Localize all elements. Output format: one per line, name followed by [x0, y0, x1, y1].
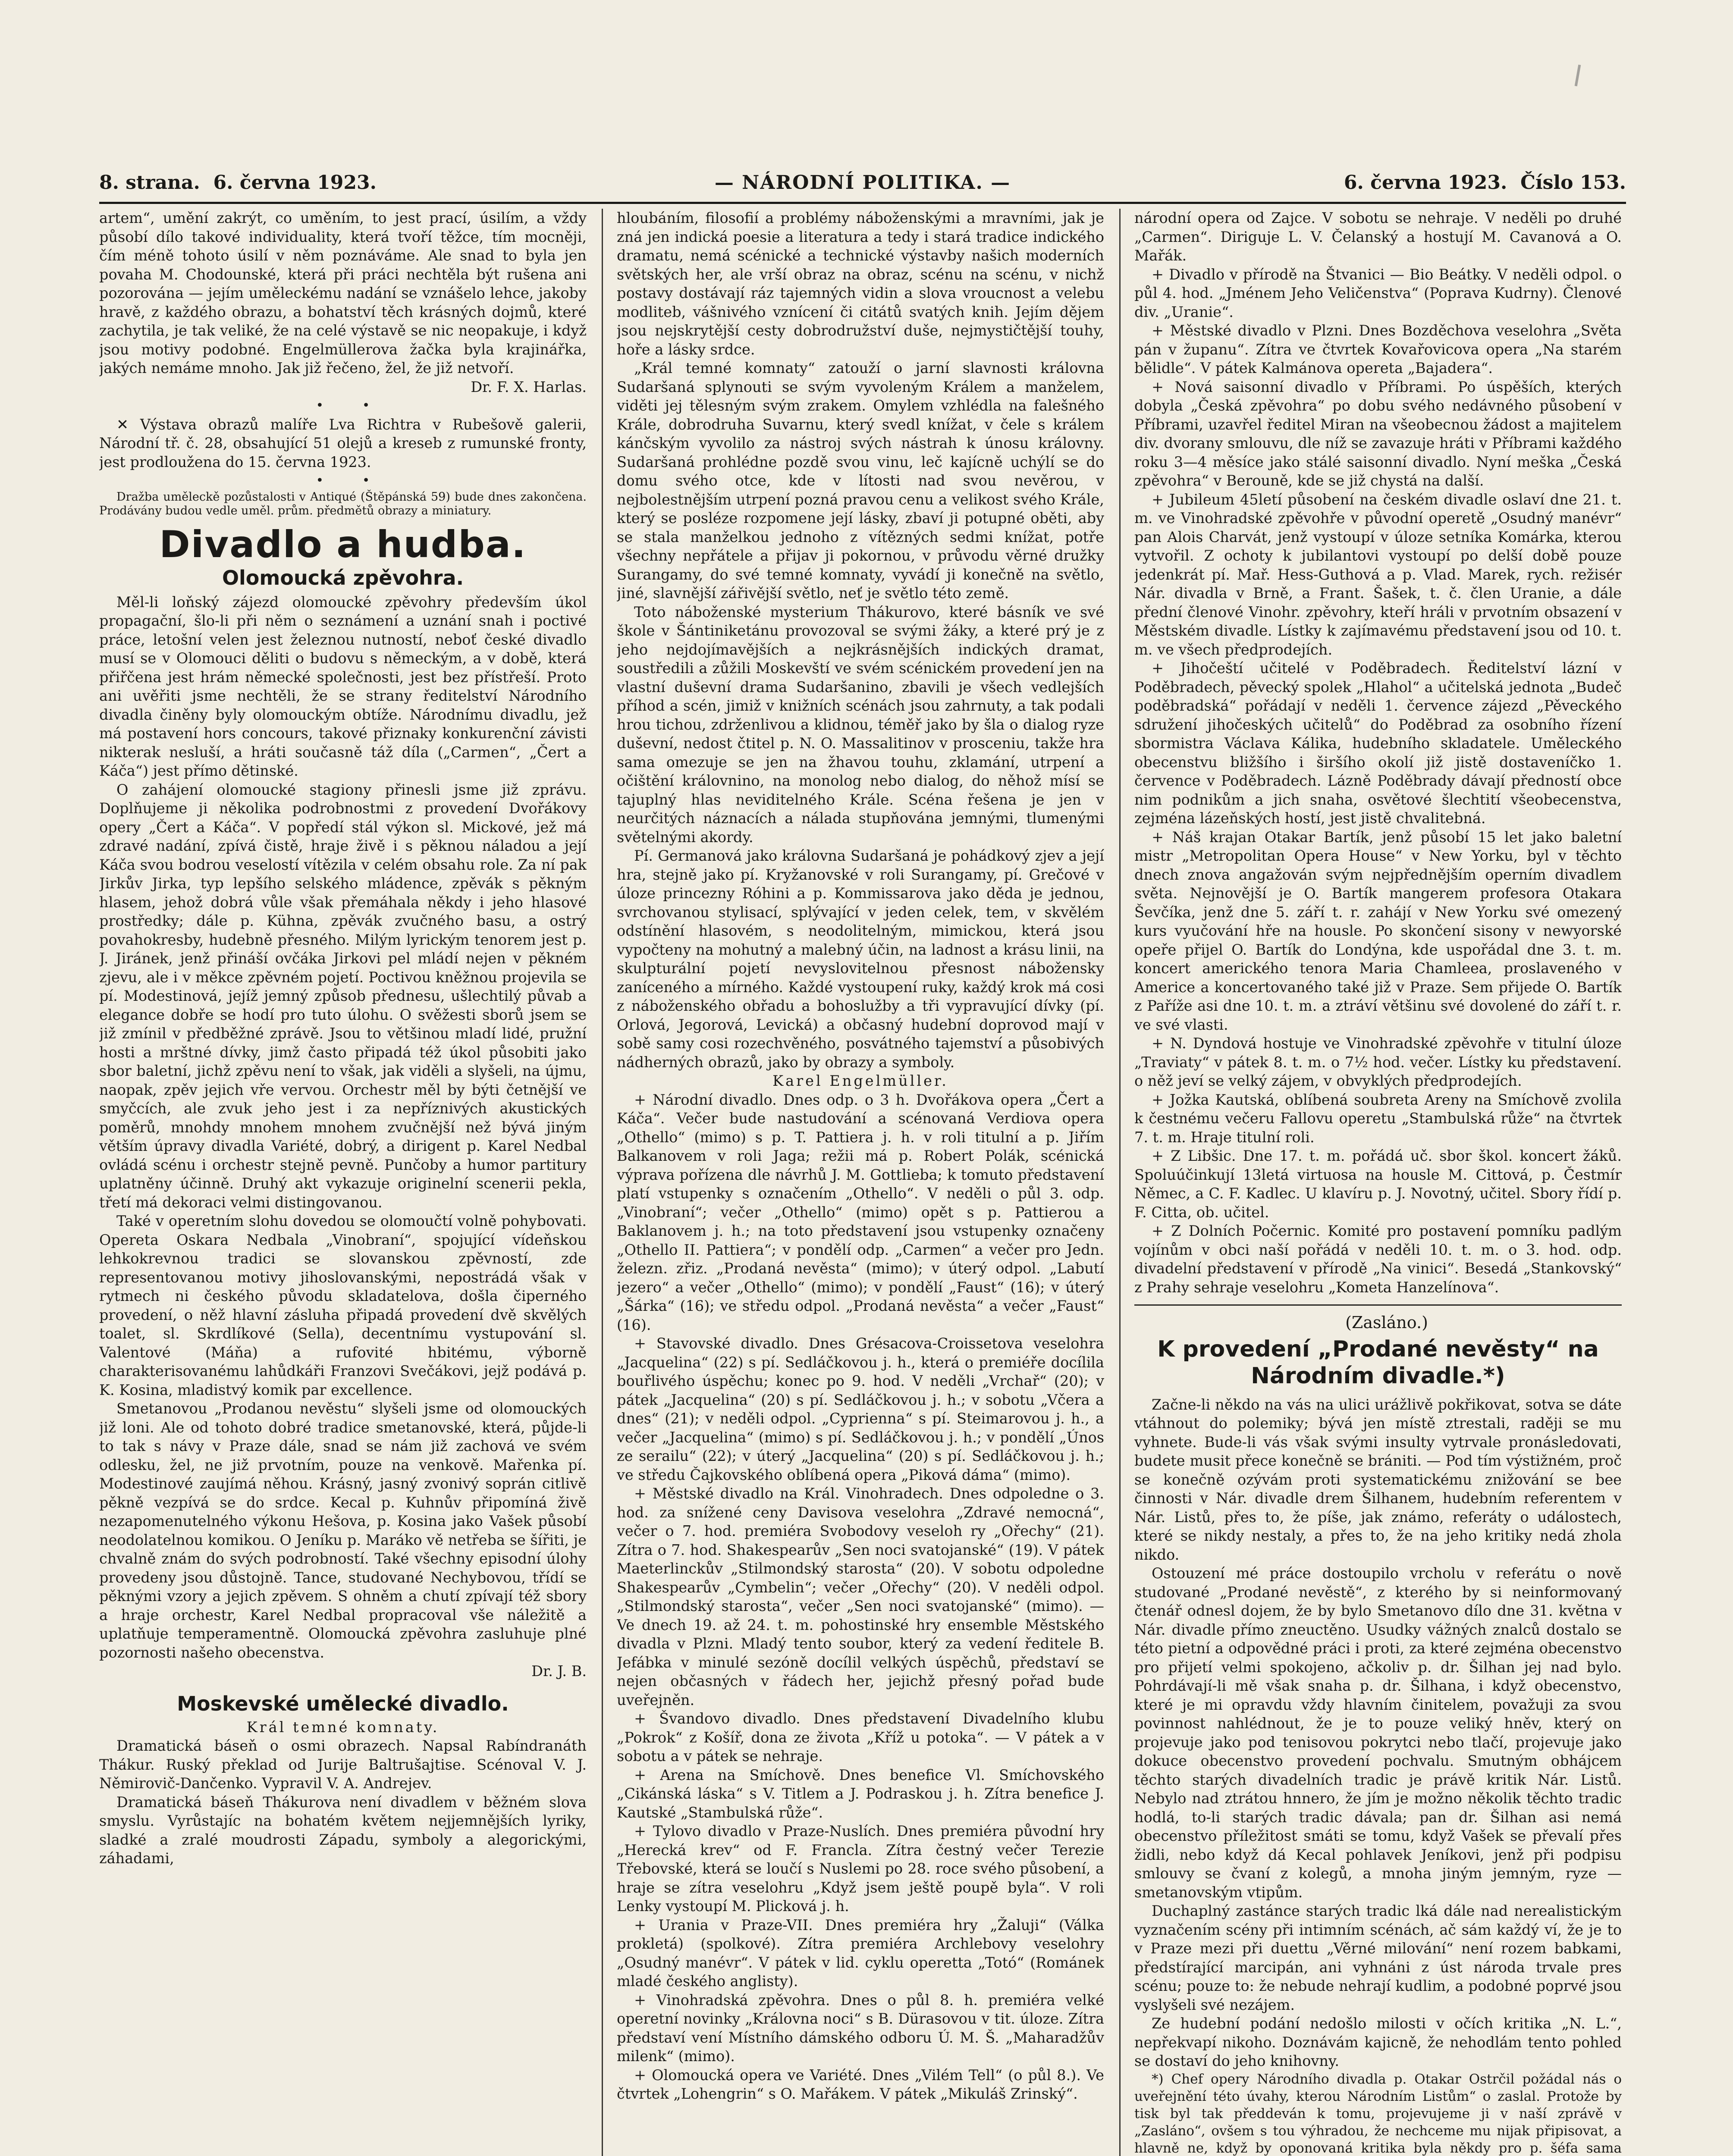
- article-signature: Karel Engelmüller.: [772, 1072, 948, 1089]
- theatre-notice: + Národní divadlo. Dnes odp. o 3 h. Dvořákova opera „Čert a Káča“. Večer bude nastudování a scénovaná Verdiova opera „Othello“ (mimo) s p. T. Pattiera j. h. v roli titulní a p. Jiřím Balkanovem v roli Jaga; režii má p. Robert Polák, scénická výprava pořízena dle návrhů J. M. Gottlieba; k tomuto představení platí vstupenky s označením „Othello“. V neděli o půl 3. odp. „Vinobraní“; večer „Othello“ (mimo) opět s p. Pattierou a Baklanovem j. h.; na toto představení jsou vstupenky označeny „Othello II. Pattiera“; v pondělí odp. „Carmen“ a večer pro Jedn. železn. zřiz. „Prodaná nevěsta“ (mimo); v úterý odpol. „Labutí jezero“ a večer „Othello“ (mimo); v pondělí „Faust“ (16); v úterý „Šárka“ (16); ve středu odpol. „Prodaná nevěsta“ a večer „Faust“ (16).: [617, 1091, 1104, 1333]
- article-paragraph: hloubáním, filosofií a problémy náboženskými a mravními, jak je zná jen indická poesie a literatura a tedy i stará tradice indického dramatu, nemá scénické a technické výstavby našich moderních světských her, ale vrší obraz na obraz, scénu na scénu, v nichž postavy dostávají ráz tajemných vidin a slova vroucnost a velebu modliteb, vášnivého vznícení či citátů svatých knih. Jejím dějem jsou nejskrytější cesty dobrodružství duše, nejmystičtější touhy, hoře a lásky srdce.: [617, 210, 1104, 358]
- theatre-notice: + Městské divadlo na Král. Vinohradech. Dnes odpoledne o 3. hod. za snížené ceny Davisova veselohra „Zdravé nemocná“, večer o 7. hod. premiéra Svobodovy veseloh ry „Ořechy“ (21). Zítra o 7. hod. Shakespearův „Sen noci svatojanské“ (19). V pátek Maeterlinckův „Stilmondský starosta“ (20). V sobotu odpoledne Shakespearův „Cymbelin“; večer „Ořechy“ (20). V neděli odpol. „Stilmondský starosta“, večer „Sen noci svatojanské“ (mimo). — Ve dnech 19. až 24. t. m. pohostinské hry ensemble Městského divadla v Plzni. Mladý tento soubor, který za vedení ředitele B. Jefábka v minulé sezóně docílil velkých úspěchů, představí se nejen občasných v řádech her, jejichž přesný pořad bude uveřejněn.: [617, 1485, 1104, 1708]
- column-3: [1134, 209, 1622, 2156]
- theatre-notice: + Nová saisonní divadlo v Příbrami. Po úspěších, kterých dobyla „Česká zpěvohra“ po dobu svého nedávného působení v Příbrami, uzavřel ředitel Miran na všeobecnou žádost a majitelem div. dvorany smlouvu, dle níž se zavazuje hráti v Příbrami každého roku 3—4 měsíce jako stálé saisonní divadlo. Nyní meška „Česká zpěvohra“ v Berouně, kde se již chystá na další.: [1134, 378, 1622, 489]
- article-paragraph: Smetanovou „Prodanou nevěstu“ slyšeli jsme od olomouckých již loni. Ale od tohoto dobré tradice smetanovské, která, půjde-li to tak s návy v Praze dále, snad se nám již zachová ve svém odlesku, žel, ne již prvotním, pouze na venkově. Mařenka pí. Modestinové zaujímá něhou. Krásný, jasný zvonivý soprán citlivě pěkně vezpívá se do srdce. Kecal p. Kuhnův připomíná živě nezapomenutelného výkonu Hešova, p. Kosina jako Vašek působí neodolatelnou komikou. O Jeníku p. Maráko vě netřeba se šířiti, je chvalně znám do svých podrobností. Také všechny episodní úlohy provedeny jsou důstojně. Tance, studované Nechybovou, třídí se pěknými vzory a jejich zpěvem. S ohněm a chutí zpívají též sbory a hraje orchestr, Karel Nedbal propracoval vše náležitě a uplatňuje temperamentně. Olomoucká zpěvohra zasluhuje plné pozornosti našeho obecenstva.: [99, 1400, 587, 1661]
- zaslano-label: (Zasláno.): [1345, 1313, 1428, 1332]
- notice-exhibition: ✕ Výstava obrazů malíře Lva Richtra v Rubešově galerii, Národní tř. č. 28, obsahující 51 olejů a kreseb z rumunské fronty, jest prodloužena do 15. června 1923.: [99, 416, 587, 470]
- section-rule: [1134, 1304, 1622, 1306]
- theatre-notice: + Stavovské divadlo. Dnes Grésacova-Croissetova veselohra „Jacquelina“ (22) s pí. Sedláčkovou j. h., která o premiéře docílila bouřlivého úspěchu; konec po 9. hod. V neděli „Vrchař“ (20); v pátek „Jacquelina“ (20) s pí. Sedláčkovou j. h.; v sobotu „Včera a dnes“ (21); v neděli odpol. „Cyprienna“ s pí. Steimarovou j. h., a večer „Jacquelina“ (mimo) s pí. Sedláčkovou j. h.; v pondělí „Únos ze serailu“ (22); v úterý „Jacquelina“ (20) s pí. Sedláčkovou j. h.; ve středu Čajkovského oblíbená opera „Piková dáma“ (mimo).: [617, 1335, 1104, 1483]
- article-paragraph: Měl-li loňský zájezd olomoucké zpěvohry především úkol propagační, šlo-li při něm o seznámení a uznání snah i poctivé práce, letošní velen jest železnou nutností, neboť české divadlo musí se v Olomouci děliti o budovu s německým, a v době, která přiřčena jest hrám německé společnosti, jest bez přístřeší. Proto ani uvěřiti jsme nechtěli, že se strany ředitelství Národního divadla činěny byly olomouckým obtíže. Národnímu divadlu, jež má postavení hors concours, takové přiznaky konkurenční závisti nikterak nesluší, a hráti současně táž díla („Carmen“, „Čert a Káča“) jest přímo dětinské.: [99, 593, 587, 779]
- play-info: Dramatická báseň o osmi obrazech. Napsal Rabíndranáth Thákur. Ruský překlad od Jurije Baltrušajtise. Scénoval V. J. Němirovič-Dančenko. Vypravil V. A. Andrejev.: [99, 1737, 587, 1792]
- header-right: [1344, 169, 1626, 197]
- article-heading: K provedení „Prodané nevěsty“ na Národním divadle.*): [1157, 1336, 1599, 1389]
- article-signature: Dr. J. B.: [531, 1663, 587, 1680]
- article-paragraph: Ostouzení mé práce dostoupilo vrcholu v referátu o nově studované „Prodané nevěstě“, z kterého by si neinformovaný čtenář odnesl dojem, že by bylo Smetanovo dílo dne 31. května v Nár. divadle přímo zneuctěno. Usudky vážných znalců dostalo se této pietní a odpovědné práci i proti, za které zejména obecenstvo pro přijetí velmi spokojeno, ačkoliv p. dr. Šilhan jej nad bylo. Pohrdávají-li mě však snaha p. dr. Šilhana, i když obecenstvo, které je mi opravdu vždy hlavním činitelem, považuji za svou povinnost nahlédnout, že je to pouze veliký hněv, který on projevuje jako pod tenisovou pokrytci nebo tlačí, projevuje jako dokuce obecenstvo provedení pochvalu. Smutným obhájcem těchto starých divadelních tradic je právě kritik Nár. Listů. Nebylo nad ztrátou hnnero, že jím je možno několik těchto tradic hodlá, to-li starých tradic dávala; pan dr. Šilhan asi nemá obecenstvo příležitost smáti se tomu, když Vašek se převalí přes židli, nebo když dá Kecal pohlavek Jeníkovi, jenž při podpisu smlouvy se čvaní z kolegů, a mnoha jiným jemným, ryze — smetanovským vtipům.: [1134, 1565, 1622, 1901]
- section-heading: Divadlo a hudba.: [159, 523, 527, 566]
- article-paragraph: Toto náboženské mysterium Thákurovo, které básník ve své škole v Šántiniketánu provozoval se svými žáky, a které prý je z jeho nejdojímavějších a nejkrásnějších indických dramat, soustředili a zůžili Moskevští ve svém scénickém provedení jen na vlastní duševní drama Sudaršanino, zbavili je všech vedlejších příhod a scén, jimiž v knižních scénách jsou zahrnuty, a tak podali hrou tichou, zdrženlivou a klidnou, téměř jako by šla o dialog ryze duševní, nedost čtitel p. N. O. Massalitinov v prosceniu, takže hra sama omezuje se jen na žhavou touhu, zklamání, utrpení a očištění královnino, na monolog nebo dialog, do něhož mísí se tajuplný hlas neviditelného Krále. Scéna řešena je jen v neurčitých náznacích a nálada stupňována jemnými, tlumenými světelnými akordy.: [617, 603, 1104, 846]
- column-divider: [602, 209, 603, 2156]
- theatre-notice: + Tylovo divadlo v Praze-Nuslích. Dnes premiéra původní hry „Herecká krev“ od F. Francla. Zítra čestný večer Terezie Třebovské, která se loučí s Nuslemi po 28. roce svého působení, a hraje se zítra veselohru „Když jsem ještě poupě byla“. V roli Lenky vystoupí M. Plicková j. h.: [617, 1823, 1104, 1915]
- footnote: *) Chef opery Národního divadla p. Otakar Ostrčil požádal nás o uveřejnění této úvahy, kterou Národním Listům“ o zaslal. Protože by tisk byl tak předdeván k tomu, projevujeme ji v naší zprávě v „Zasláno“, ovšem s tou výhradou, že nechceme mu nijak připisovat, a hlavně ne, když by oponovaná kritika byla někdy pro p. šéfa sama: [1134, 2071, 1622, 2156]
- article-paragraph: Duchaplný zastánce starých tradic lká dále nad nerealistickým vyznačením scény při intimním scénách, ač sám každý ví, že je to v Praze mezi při duettu „Věrné milování“ není rozem babkami, předstírající marcipán, ani vyhnáni z úst národa trvale pres scénu; pouze to: že nebude nehrají kudlim, a podobné poprvé jsou vyslyšeli své nezájem.: [1134, 1902, 1622, 2013]
- issue-number: Číslo 153.: [1520, 172, 1626, 194]
- column-2: [617, 209, 1104, 2156]
- page-number: 8. strana.: [99, 172, 200, 194]
- theatre-notice: + Jožka Kautská, oblíbená soubreta Areny na Smíchově zvolila k čestnému večeru Fallovu operetu „Stambulská růže“ na čtvrtek 7. t. m. Hraje titulní roli.: [1134, 1091, 1622, 1146]
- column-1: [99, 209, 587, 2156]
- paper-scratch-mark: [1575, 65, 1581, 86]
- theatre-notice: + Vinohradská zpěvohra. Dnes o půl 8. h. premiéra velké operetní novinky „Královna noci“ s B. Dürasovou v tit. úloze. Zítra představí vení Místního dámského odboru Ú. M. Š. „Maharadžův milenk“ (mimo).: [617, 1991, 1104, 2065]
- theatre-notice: + Z Libšic. Dne 17. t. m. pořádá uč. sbor škol. koncert žáků. Spoluúčinkují 13letá virtuosa na housle M. Cittová, p. Čestmír Němec, a C. F. Kadlec. U klavíru p. J. Novotný, učitel. Sbory řídí p. F. Citta, ob. učitel.: [1134, 1147, 1622, 1221]
- article-signature: Dr. F. X. Harlas.: [471, 378, 587, 395]
- masthead-title: — NÁRODNÍ POLITIKA. —: [714, 172, 1011, 194]
- article-heading: Olomoucká zpěvohra.: [222, 566, 464, 589]
- theatre-notice: + Jubileum 45letí působení na českém divadle oslaví dne 21. t. m. ve Vinohradské zpěvohře v původní operetě „Osudný manévr“ pan Alois Charvát, jenž vystoupí v úloze setníka Komárka, kterou vytvořil. Z ochoty k jubilantovi vystoupí po delší době pouze jedenkrát pí. Mař. Hess-Guthová a p. Vlad. Marek, rych. režisér Nár. divadla v Brně, a Frant. Šašek, t. č. člen Uranie, a dále přední členové Vinohr. zpěvohry, kteří hráli v prvotním obsazení v Městském divadle. Lístky k zajímavému představení jsou od 10. t. m. ve všech předprodejích.: [1134, 491, 1622, 658]
- theatre-notice: + N. Dyndová hostuje ve Vinohradské zpěvohře v titulní úloze „Traviaty“ v pátek 8. t. m. o 7½ hod. večer. Lístky ku představení. o něž jeví se velký zájem, v obvyklých předprodejích.: [1134, 1035, 1622, 1089]
- article-paragraph: artem“, umění zakrýt, co uměním, to jest prací, úsilím, a vždy působí dílo takové individuality, která tvoří těžce, tím mocněji, čím méně tohoto úsilí v něm poznáváme. Ale snad to byla jen povaha M. Chodounské, která při práci nechtěla být rušena ani pozorována — jejím uměleckému nadání se vznášelo lehce, jakoby hravě, z každého obrazu, a bohatství těch krásných dojmů, které zachytila, je tak veliké, že na celé výstavě se nic neopakuje, i když jsou motivy podobné. Engelmüllerova žačka byla krajinářka, jakých nemáme mnoho. Jak již řečeno, žel, že již netvoří.: [99, 210, 587, 376]
- theatre-notice: + Náš krajan Otakar Bartík, jenž působí 15 let jako baletní mistr „Metropolitan Opera House“ v New Yorku, byl v těchto dnech znova angažován svým nejpřednějším operním divadlem světa. Nejnovější je O. Bartík mangerem profesora Otakara Ševčíka, jenž dne 5. září t. r. zahájí v New Yorku své omezený kurs vyučování hře na housle. Po skončení sisony v newyorské opeře přijel O. Bartík do Londýna, kde uspořádal dne 3. t. m. koncert amerického tenora Maria Chamleea, proslaveného v Americe a koncertovaného také již v Praze. Sem přijede O. Bartík z Paříže asi dne 10. t. m. a ztráví většinu své dovolené do září t. r. ve své vlasti.: [1134, 828, 1622, 1033]
- theatre-notice: národní opera od Zajce. V sobotu se nehraje. V neděli po druhé „Carmen“. Diriguje L. V. Čelanský a hostují M. Cavanová a O. Mařák.: [1134, 210, 1622, 264]
- separator-dots: • •: [316, 398, 387, 413]
- notice-auction: Dražba uměleckě pozůstalosti v Antiqué (Štěpánská 59) bude dnes zakončena. Prodávány budou vedle uměl. prům. předmětů obrazy a miniatury.: [99, 490, 587, 517]
- article-paragraph: Začne-li někdo na vás na ulici urážlivě pokřikovat, sotva se dáte vtáhnout do polemiky; bývá jen místě ztrestali, raději se mu vyhnete. Bude-li vás však svými insulty vytrvale pronásledovati, budete musit přece konečně se brániti. — Pod tím výstižném, proč se konečně ozývám proti systematickému znižování se bee činnosti v Nár. divadle drem Šilhanem, hudebním referentem v Nár. Listů, přes to, že píše, jak známo, referáty o událostech, které se nikdy nestaly, a přes to, že na jeho kritiky nedá zhola nikdo.: [1134, 1396, 1622, 1563]
- theatre-notice: + Divadlo v přírodě na Štvanici — Bio Beátky. V neděli odpol. o půl 4. hod. „Jménem Jeho Veličenstva“ (Poprava Kudrny). Členové div. „Uranie“.: [1134, 266, 1622, 320]
- theatre-notice: + Olomoucká opera ve Variété. Dnes „Vilém Tell“ (o půl 8.). Ve čtvrtek „Lohengrin“ s O. Mařákem. V pátek „Mikuláš Zrinský“.: [617, 2066, 1104, 2102]
- article-paragraph: Dramatická báseň Thákurova není divadlem v běžném slova smyslu. Vyrůstajíc na bohatém květem nejjemnějších lyriky, sladké a zralé moudrosti Západu, symboly a alegorickými, záhadami,: [99, 1793, 587, 1867]
- theatre-notice: + Jihočeští učitelé v Poděbradech. Ředitelství lázní v Poděbradech, pěvecký spolek „Hlahol“ a učitelská jednota „Budeč poděbradská“ pořádají v neděli 1. července zájezd „Pěveckého sdružení jihočeských učitelů“ do Poděbrad za osobního řízení sbormistra Václava Kálika, hudebního skladatele. Uměleckého obecenstvu bližšího i širšího okolí již jistě dostaveníčko 1. července v Poděbradech. Lázně Poděbrady dávají předností obce nim podnikům a jich snaha, osvětové šlechtití všeobecenstva, zejména lázeňských hostí, jest jistě chvalitebná.: [1134, 660, 1622, 827]
- header-date-left: 6. června 1923.: [213, 172, 377, 194]
- theatre-notice: + Urania v Praze-VII. Dnes premiéra hry „Žaluji“ (Válka prokletá) (spolkové). Zítra premiéra Archlebovy veselohry „Osudný manévr“. V pátek v lid. cyklu operetta „Totó“ (Románek mladé českého anglisty).: [617, 1916, 1104, 1990]
- theatre-notice: + Městské divadlo v Plzni. Dnes Bozděchova veselohra „Světa pán v županu“. Zítra ve čtvrtek Kovařovicova opera „Na starém bělidle“. V pátek Kalmánova opereta „Bajadera“.: [1134, 322, 1622, 376]
- separator-dots: • •: [316, 473, 387, 488]
- column-divider: [1119, 209, 1121, 2156]
- article-paragraph: O zahájení olomoucké stagiony přinesli jsme již zprávu. Doplňujeme ji několika podrobnostmi z provedení Dvořákovy opery „Čert a Káča“. V popředí stál výkon sl. Mickové, jež má zdravé nadání, zpívá čistě, hraje živě i s pěknou náladou a její Káča svou bodrou veselostí vítězila v celém obsahu role. Za ní pak Jirkův Jirka, typ lepšího selského mládence, zpěvák s pěkným hlasem, jehož dobrá vůle však přemáhala někdy i jeho hlasové prostředky; dále p. Kühna, zpěvák zvučného basu, a ostrý povahokresby, hudebně přesného. Milým lyrickým tenorem jest p. J. Jiránek, jenž přináší ovčáka Jirkovi pel mládí nejen v pěkném zjevu, ale i v měkce zpěvném pojetí. Poctivou kněžnou projevila se pí. Modestinová, jejíž jemný způsob přednesu, ušlechtilý půvab a elegance dobře se hodí pro tuto úlohu. O svěžesti sborů jsem se již zmínil v předběžné zprávě. Jsou to většinou mladí lidé, pružní hosti a mrštné dívky, jimž často připadá též úkol působiti jako sbor baletní, jichž zpěvu není to však, jak viděli a slyšeli, na újmu, naopak, zpěv jejich vře vervou. Orchestr měl by býti četnější ve smyčcích, ale zvuk jeho jest i za nepříznivých akustických poměrů, mnohdy mnohem mnohem zvučnější než bývá jiným větším úpravy divadla Variété, dobrý, a dirigent p. Karel Nedbal ovládá scénu i orchestr stejně pevně. Punčoby a humor partitury uplatněny účinně. Druhý akt vykazuje originelní scenerii pekla, třetí má dekoraci velmi distingovanou.: [99, 781, 587, 1211]
- theatre-notice: + Arena na Smíchově. Dnes benefice Vl. Smíchovského „Cikánská láska“ s V. Titlem a J. Podraskou j. h. Zítra benefice J. Kautské „Stambulská růže“.: [617, 1766, 1104, 1821]
- article-paragraph: Ze hudební podání nedošlo milosti v očích kritika „N. L.“, nepřekvapí nikoho. Doznávám kajicně, že nehodlám tento pohled se dostaví do jeho knihovny.: [1134, 2015, 1622, 2069]
- theatre-notice: + Z Dolních Počernic. Komité pro postavení pomníku padlým vojínům v obci naší pořádá v neděli 10. t. m. o 3. hod. odp. divadelní představení v přírodě „Na vinici“. Besedá „Stankovský“ z Prahy sehraje veselohru „Kometa Hanzelínova“.: [1134, 1222, 1622, 1296]
- article-paragraph: Pí. Germanová jako královna Sudaršaná je pohádkový zjev a její hra, stejně jako pí. Kryžanovské v roli Surangamy, pí. Grečové v úloze princezny Róhini a p. Kommissarova jako děda je jednou, svrchovanou stylisací, splývající v jeden celek, tem, v skvělém odstínění hlasovém, s neodolitelným, mimickou, která jsou vypočteny na mohutný a malebný účin, na ladnost a krásu linii, na skulpturální pojetí nevyslovitelnou přesnost nábožensky zaníceného a mírného. Každé vystoupení ruky, každý krok má cosi z náboženského obřadu a bohoslužby a tři vypravující dívky (pí. Orlová, Jegorová, Levická) a občasný hudební doprovod mají v sobě samy cosi rozechvěného, posvátného tajemství a působivých nádherných obrazů, jako by obrazy a symboly.: [617, 847, 1104, 1071]
- header-date-right: 6. června 1923.: [1344, 172, 1507, 194]
- page-header: [99, 169, 1626, 197]
- article-paragraph: „Král temné komnaty“ zatouží o jarní slavnosti královna Sudaršaná splynouti se svým vyvoleným Králem a manželem, viděti jej tělesným svým zrakem. Omylem vzhlédla na falešného Krále, dobrodruha Suvarnu, který svedl knížat, v čele s králem kánčským vyvolilo za nástroj svých nástrah k únosu královny. Sudaršaná prohlédne pozdě svou vinu, leč kajícně uchýlí se do domu svého otce, kde v lítosti nad svou nevěrou, v nejbolestnějším utrpení pozná pravou cenu a velikost svého Krále, který se posléze rozpomene její lásky, zbaví ji potupné oběti, aby se stala manželkou jednoho z vítězných sedmi knížat, potře všechny nepřátele a přijav ji pokornou, v průvodu věrné družky Surangamy, do své temné komnaty, vyvádí ji konečně na světlo, jiné, slavnější zářivější světlo, neť je světlo této země.: [617, 360, 1104, 602]
- article-heading: Moskevské umělecké divadlo.: [177, 1692, 509, 1715]
- theatre-notice: + Švandovo divadlo. Dnes představení Divadelního klubu „Pokrok“ z Košíř, dona ze života „Kříž u potoka“. — V pátek a v sobotu a v pátek se nehraje.: [617, 1710, 1104, 1764]
- article-paragraph: Také v operetním slohu dovedou se olomoučtí volně pohybovati. Opereta Oskara Nedbala „Vinobraní“, spojující vídeňskou lehkokrevnou tradici se slovanskou zpěvností, zde representovanou motivy jihoslovanskými, nepostrádá však v rytmech ni českého původu skladatelova, došla čiperného provedení, o něž hlavní zásluha připadá provedení dvě skvělých toalet, sl. Skrdlíkové (Sella), decentnímu vystupování sl. Valentové (Máňa) a rufovité hbitému, výborně charakterisovanému lahůdkáři Franzovi Svečákovi, jejž podává p. K. Kosina, mladistvý komik par excellence.: [99, 1213, 587, 1398]
- play-title: Král temné komnaty.: [246, 1718, 440, 1736]
- newspaper-page: [99, 169, 1626, 2156]
- header-rule: [99, 202, 1626, 204]
